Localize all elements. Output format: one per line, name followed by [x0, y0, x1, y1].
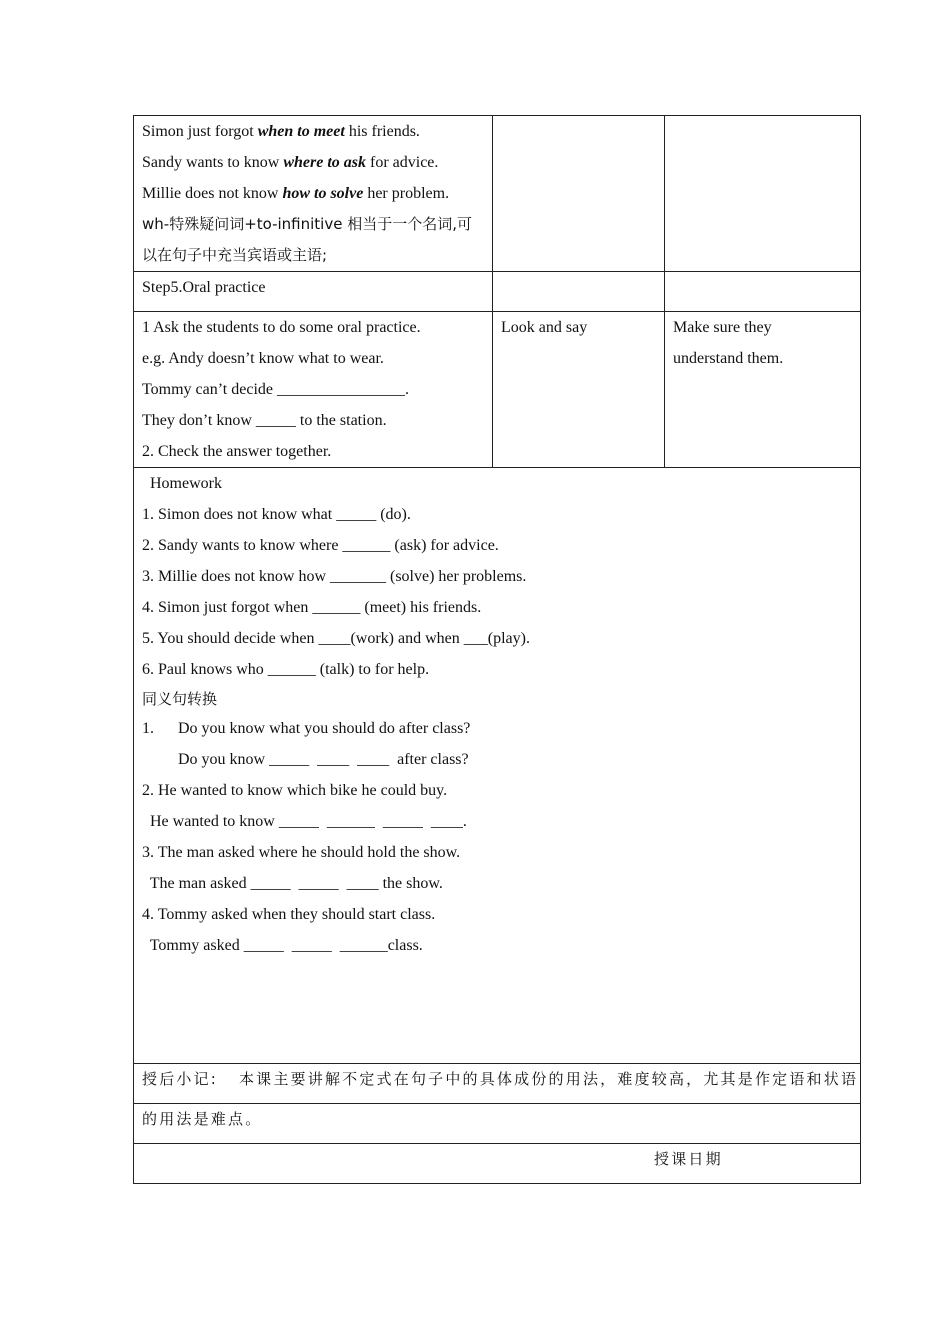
transform-line: 3. The man asked where he should hold the show. [142, 844, 461, 861]
table-row [134, 272, 861, 312]
transform-line: The man asked _____ _____ ____ the show. [142, 875, 443, 892]
purpose-cell [665, 116, 861, 272]
activity-cell [493, 272, 665, 312]
homework-item: 6. Paul knows who ______ (talk) to for help. [142, 661, 430, 678]
transform-line: 4. Tommy asked when they should start class. [142, 906, 436, 923]
activity-cell [493, 312, 665, 468]
transform-line: Tommy asked _____ _____ ______class. [142, 937, 423, 954]
notes-cell [134, 1064, 861, 1104]
homework-cell [134, 468, 861, 1064]
date-cell [134, 1144, 861, 1184]
example-line: Sandy wants to know where to ask for advice. [142, 154, 439, 171]
purpose-text: understand them. [673, 350, 784, 367]
table-row [134, 1104, 861, 1144]
step-title: Step5.Oral practice [142, 279, 266, 296]
practice-line: They don’t know _____ to the station. [142, 412, 387, 429]
homework-item: 3. Millie does not know how _______ (solve) her problems. [142, 568, 527, 585]
practice-line: e.g. Andy doesn’t know what to wear. [142, 350, 384, 367]
table-row [134, 1064, 861, 1104]
example-line: Simon just forgot when to meet his friends. [142, 123, 420, 140]
notes-line: 的用法是难点。 [142, 1110, 263, 1128]
section-heading: 同义句转换 [142, 690, 218, 708]
practice-line: 1 Ask the students to do some oral practice. [142, 319, 421, 336]
transform-line: 1. Do you know what you should do after class? [142, 720, 471, 737]
homework-item: 4. Simon just forgot when ______ (meet) his friends. [142, 599, 482, 616]
purpose-cell [665, 272, 861, 312]
practice-cell [134, 312, 493, 468]
step-title-cell [134, 272, 493, 312]
practice-line: Tommy can’t decide ________________. [142, 381, 409, 398]
activity-text: Look and say [501, 319, 588, 336]
grammar-note-line: 以在句子中充当宾语或主语; [142, 246, 328, 264]
notes-cell [134, 1104, 861, 1144]
transform-line: He wanted to know _____ ______ _____ ____. [142, 813, 467, 830]
lesson-plan-table [133, 115, 861, 1184]
transform-line: Do you know _____ ____ ____ after class? [142, 751, 469, 768]
homework-item: 1. Simon does not know what _____ (do). [142, 506, 411, 523]
transform-line: 2. He wanted to know which bike he could buy. [142, 782, 448, 799]
grammar-note-line: wh-特殊疑问词+to-infinitive 相当于一个名词,可 [142, 215, 472, 233]
homework-title: Homework [142, 475, 222, 492]
table-row [134, 312, 861, 468]
example-line: Millie does not know how to solve her problem. [142, 185, 450, 202]
purpose-cell [665, 312, 861, 468]
homework-item: 5. You should decide when ____(work) and when ___(play). [142, 630, 530, 647]
example-sentences-cell [134, 116, 493, 272]
table-row [134, 468, 861, 1064]
notes-line: 授后小记: 本课主要讲解不定式在句子中的具体成份的用法，难度较高，尤其是作定语和状语 [142, 1070, 859, 1088]
table-row [134, 1144, 861, 1184]
table-row [134, 116, 861, 272]
homework-item: 2. Sandy wants to know where ______ (ask) for advice. [142, 537, 499, 554]
practice-line: 2. Check the answer together. [142, 443, 332, 460]
purpose-text: Make sure they [673, 319, 772, 336]
activity-cell [493, 116, 665, 272]
date-label: 授课日期 [654, 1150, 723, 1168]
